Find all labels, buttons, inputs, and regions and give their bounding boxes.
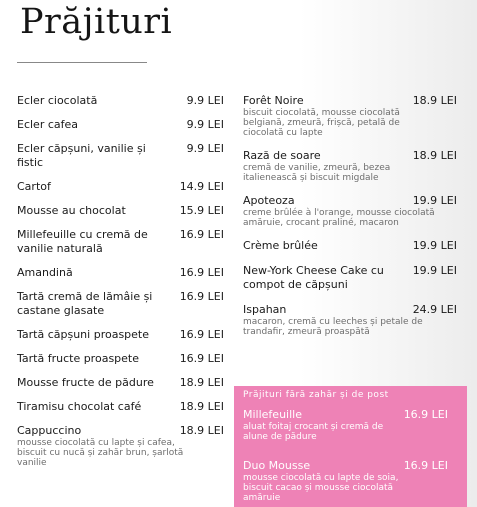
menu-item xyxy=(17,424,224,468)
item-price: 15.9 LEI xyxy=(179,204,224,217)
item-price: 18.9 LEI xyxy=(412,149,457,162)
item-price: 24.9 LEI xyxy=(412,303,457,316)
menu-item xyxy=(17,328,224,342)
item-price: 14.9 LEI xyxy=(179,180,224,193)
item-name: Cartof xyxy=(17,180,51,193)
item-name: Cappuccino xyxy=(17,424,82,437)
menu-item xyxy=(243,149,457,183)
item-price: 16.9 LEI xyxy=(179,352,224,365)
item-price: 9.9 LEI xyxy=(186,142,224,155)
menu-item xyxy=(17,204,224,218)
item-name: Ecler ciocolată xyxy=(17,94,98,107)
menu-item xyxy=(17,180,224,194)
item-price: 16.9 LEI xyxy=(179,228,224,241)
item-description: mousse ciocolată cu lapte de soia, biscuit cacao și mousse ciocolată amăruie xyxy=(243,473,399,503)
item-name: Millefeuille cu cremă de vanilie naturală xyxy=(17,228,148,255)
menu-item xyxy=(17,94,224,108)
item-name: Tiramisu chocolat café xyxy=(17,400,142,413)
item-price: 16.9 LEI xyxy=(179,328,224,341)
item-name: Ecler căpșuni, vanilie și fistic xyxy=(17,142,146,169)
item-name: Tartă fructe proaspete xyxy=(17,352,139,365)
menu-item xyxy=(17,376,224,390)
item-name: Millefeuille xyxy=(243,408,302,421)
menu-column-right xyxy=(243,94,457,348)
item-description: macaron, cremă cu leeches și petale de trandafir, zmeură proaspătă xyxy=(243,317,423,337)
item-price: 19.9 LEI xyxy=(412,239,457,252)
menu-item xyxy=(243,239,457,253)
sugar-free-section xyxy=(234,386,467,507)
item-price: 19.9 LEI xyxy=(412,264,457,277)
item-price: 18.9 LEI xyxy=(412,94,457,107)
menu-column-left xyxy=(17,94,224,478)
item-name: New-York Cheese Cake cu compot de căpșuni xyxy=(243,264,384,291)
menu-item xyxy=(17,290,224,318)
menu-item xyxy=(17,352,224,366)
item-description: biscuit ciocolată, mousse ciocolată belgiană, zmeură, frișcă, petală de ciocolată cu lapte xyxy=(243,108,400,138)
item-price: 18.9 LEI xyxy=(179,376,224,389)
item-price: 18.9 LEI xyxy=(179,400,224,413)
item-name: Tartă cremă de lămâie și castane glasate xyxy=(17,290,153,317)
sugar-free-heading: Prăjituri fără zahăr și de post xyxy=(243,390,389,400)
menu-item xyxy=(17,400,224,414)
item-name: Forêt Noire xyxy=(243,94,304,107)
item-description: creme brûlée à l'orange, mousse ciocolată amăruie, crocant praliné, macaron xyxy=(243,208,435,228)
item-price: 9.9 LEI xyxy=(186,118,224,131)
item-description: aluat foitaj crocant și cremă de alune de pădure xyxy=(243,422,384,442)
title-divider xyxy=(17,62,147,63)
item-name: Ecler cafea xyxy=(17,118,79,131)
menu-item xyxy=(243,459,448,503)
menu-item xyxy=(243,194,457,228)
menu-item xyxy=(243,264,457,292)
item-description: cremă de vanilie, zmeură, bezea italienească și biscuit migdale xyxy=(243,163,391,183)
item-name: Rază de soare xyxy=(243,149,321,162)
item-price: 18.9 LEI xyxy=(179,424,224,437)
item-name: Ispahan xyxy=(243,303,287,316)
item-name: Mousse fructe de pădure xyxy=(17,376,154,389)
menu-item xyxy=(17,228,224,256)
item-name: Apoteoza xyxy=(243,194,295,207)
menu-item xyxy=(17,118,224,132)
item-price: 16.9 LEI xyxy=(179,266,224,279)
page-title: Prăjituri xyxy=(20,2,173,42)
item-name: Duo Mousse xyxy=(243,459,311,472)
item-price: 16.9 LEI xyxy=(403,408,448,421)
item-name: Crème brûlée xyxy=(243,239,318,252)
item-name: Amandină xyxy=(17,266,73,279)
menu-item xyxy=(243,94,457,138)
item-price: 19.9 LEI xyxy=(412,194,457,207)
item-price: 9.9 LEI xyxy=(186,94,224,107)
item-price: 16.9 LEI xyxy=(403,459,448,472)
item-description: mousse ciocolată cu lapte și cafea, biscuit cu nucă și zahăr brun, șarlotă vanilie xyxy=(17,438,184,468)
item-name: Mousse au chocolat xyxy=(17,204,126,217)
menu-item xyxy=(17,266,224,280)
menu-item xyxy=(243,303,457,337)
menu-item xyxy=(243,408,448,442)
item-name: Tartă căpșuni proaspete xyxy=(17,328,150,341)
menu-item xyxy=(17,142,224,170)
item-price: 16.9 LEI xyxy=(179,290,224,303)
